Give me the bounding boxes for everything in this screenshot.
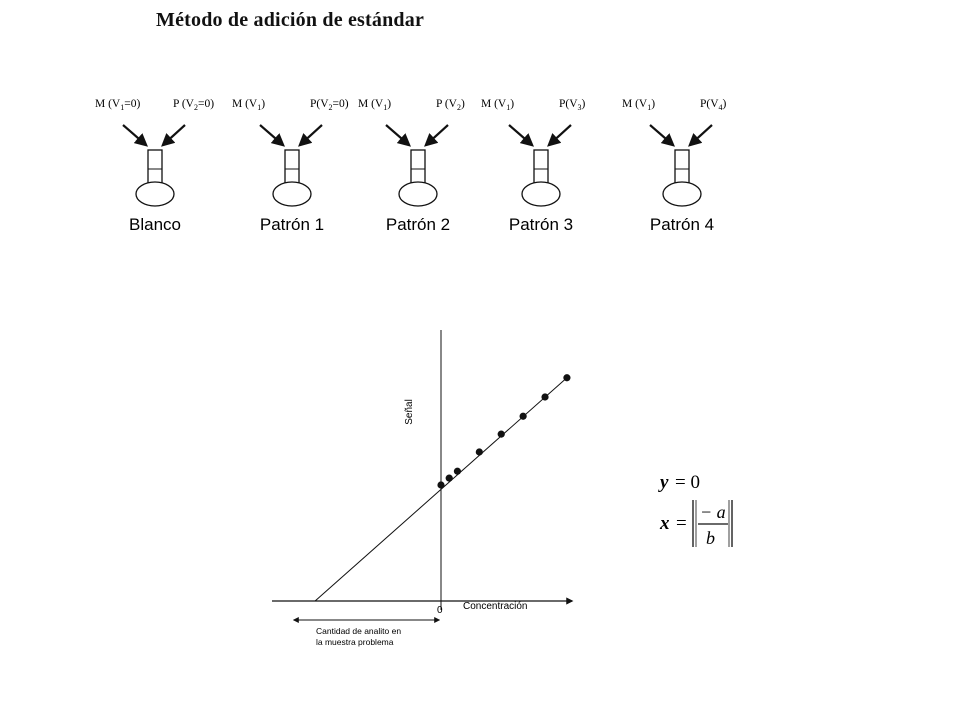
m-volume-label: M $(V_1)$ (232, 98, 266, 112)
flask-neck (285, 150, 299, 184)
equations (658, 472, 732, 548)
flask-group (481, 98, 586, 234)
data-point (541, 393, 548, 400)
m-volume-label: M $(V_1)$ (622, 98, 656, 112)
flask-group (622, 98, 727, 234)
p-arrow (549, 125, 571, 145)
flask-name: Patrón 2 (385, 215, 451, 234)
eq2-numerator: − a (700, 502, 726, 522)
m-arrow (386, 125, 409, 145)
p-volume-label: $P(V_3)$ (559, 98, 586, 112)
analyte-note-line1: Cantidad de analito en (316, 626, 402, 636)
flask-neck (675, 150, 689, 184)
data-point (446, 475, 453, 482)
p-arrow (690, 125, 712, 145)
data-point (454, 468, 461, 475)
flask-body (273, 182, 311, 206)
flask-body (663, 182, 701, 206)
p-arrow (300, 125, 322, 145)
data-points (437, 374, 570, 488)
flask-group (95, 98, 214, 234)
flask-name: Patrón 3 (508, 215, 574, 234)
flask-neck (411, 150, 425, 184)
flask-neck (148, 150, 162, 184)
m-arrow (260, 125, 283, 145)
flask-name: Patrón 4 (649, 215, 715, 234)
flask-neck (534, 150, 548, 184)
p-arrow (163, 125, 185, 145)
y-axis-label: Señal (404, 399, 415, 425)
data-point (437, 481, 444, 488)
flask-group (358, 98, 465, 234)
x-axis-label: Concentración (463, 601, 528, 612)
flask-name: Blanco (129, 215, 181, 234)
eq1-lhs: y (660, 472, 669, 493)
data-point (498, 431, 505, 438)
m-arrow (509, 125, 532, 145)
data-point (520, 413, 527, 420)
flasks-row (95, 98, 727, 234)
flask-group (232, 98, 349, 234)
origin-label: 0 (437, 605, 443, 616)
p-volume-label: $P(V_2=0)$ (310, 98, 349, 112)
eq1-rhs: = 0 (675, 472, 700, 493)
addition-graph (272, 330, 572, 647)
data-point (563, 374, 570, 381)
eq2-equals: = (676, 513, 687, 534)
analyte-note-line2: la muestra problema (316, 637, 394, 647)
flask-body (522, 182, 560, 206)
flask-name: Patrón 1 (259, 215, 325, 234)
p-volume-label: P $(V_2)$ (436, 98, 465, 112)
data-point (476, 448, 483, 455)
m-volume-label: M $(V_1)$ (358, 98, 392, 112)
flask-body (136, 182, 174, 206)
eq2-denominator: b (706, 528, 715, 548)
m-arrow (123, 125, 146, 145)
eq2-lhs: x (660, 513, 670, 534)
m-volume-label: M $(V_1=0)$ (95, 98, 141, 112)
p-volume-label: P $(V_2=0)$ (173, 98, 215, 112)
m-volume-label: M $(V_1)$ (481, 98, 515, 112)
m-arrow (650, 125, 673, 145)
p-arrow (426, 125, 448, 145)
flask-body (399, 182, 437, 206)
p-volume-label: $P(V_4)$ (700, 98, 727, 112)
diagram-title: Método de adición de estándar (156, 9, 425, 31)
